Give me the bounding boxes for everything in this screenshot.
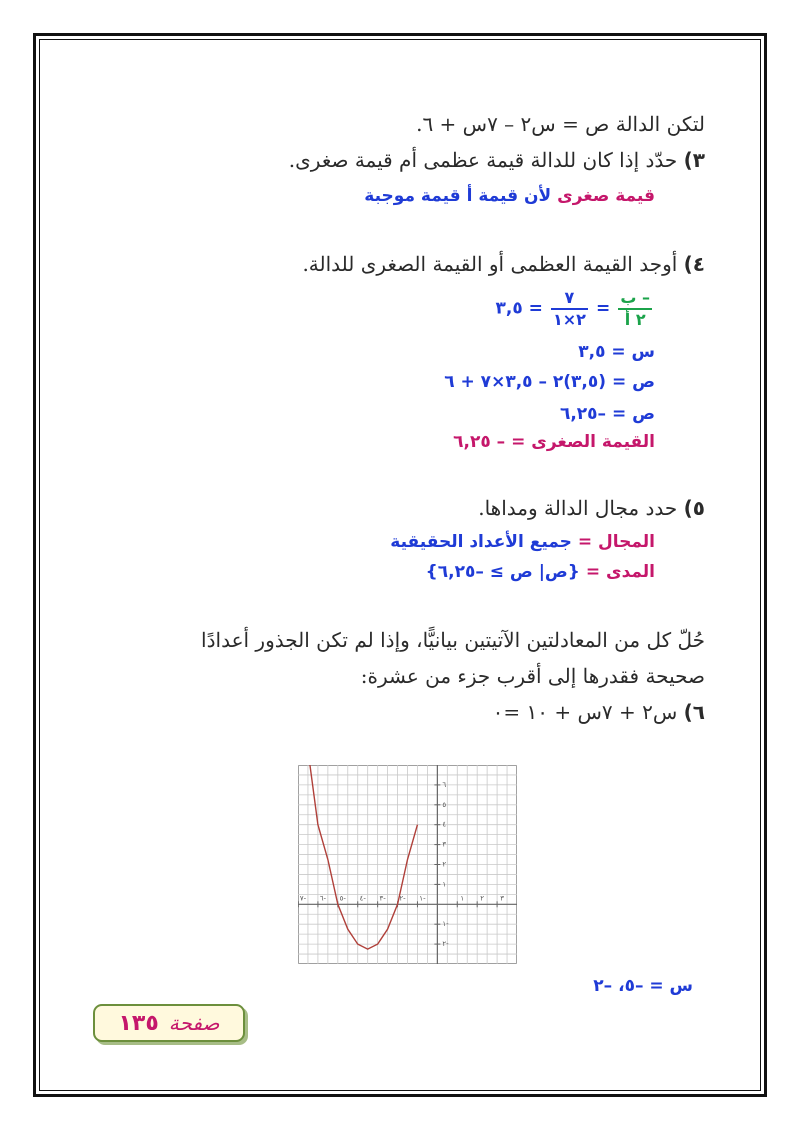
question-5 [478,496,705,520]
domain-line [390,532,655,552]
question-6-equation: س٢ + ٧س + ١٠ =٠ [492,700,678,724]
domain-value: جميع الأعداد الحقيقية [390,532,572,552]
y-tick-label: ٢ [442,860,447,869]
x-tick-label: ٥- [339,894,346,903]
step-y-value: ص = –٦,٢٥ [559,404,655,424]
x-tick-label: ٢- [399,894,406,903]
x-tick-label: ١ [460,894,465,903]
question-3-number: ٣) [683,148,705,172]
y-tick-label: ٣ [442,840,447,849]
question-4 [302,252,705,276]
intro-statement: لتكن الدالة ص = س٢ – ٧س + ٦. [416,112,705,136]
range-line [426,562,655,582]
x-tick-label: ٤- [359,894,366,903]
question-3-text: حدّد إذا كان للدالة قيمة عظمى أم قيمة صغرى. [288,148,678,172]
answer-reason: لأن قيمة أ قيمة موجبة [364,186,552,206]
page-number: ١٣٥ [118,1010,159,1036]
y-tick-label: ٦ [442,780,447,789]
y-tick-label: ٢- [442,940,449,949]
x-tick-label: ٦- [319,894,327,903]
question-6-answer: س = –٥، –٢ [593,976,693,996]
range-value: {ص| ص ≥ –٦,٢٥} [425,562,580,582]
step-y-substitution: ص = (٣,٥)٢ – ٣,٥×٧ + ٦ [444,372,655,392]
question-3-answer [364,186,655,206]
y-tick-label: ١ [442,880,447,889]
y-tick-label: ٤ [442,820,447,829]
page-number-badge [93,1004,245,1042]
instructions-line-1: حُلّ كل من المعادلتين الآتيتين بيانيًّا، وإذا لم تكن الجذور أعدادًا [201,628,705,652]
fraction-seven-over-two: $\frac{٧}{٢\times ١}$ [552,288,586,329]
question-5-number: ٥) [683,496,705,520]
question-3 [289,148,705,172]
domain-label: المجال = [577,532,655,552]
instructions-line-2: صحيحة فقدرها إلى أقرب جزء من عشرة: [360,664,705,688]
range-label: المدى = [585,562,655,582]
question-6 [493,700,705,724]
question-4-number: ٤) [683,252,705,276]
y-tick-label: ١- [442,920,449,929]
page-label: صفحة [168,1011,220,1035]
answer-min-value: قيمة صغرى [557,186,655,206]
x-tick-label: ٧- [299,894,307,903]
vertex-x-result: = ٣,٥ [495,298,543,319]
question-5-text: حدد مجال الدالة ومداها. [478,496,678,520]
x-tick-label: ٣- [379,894,386,903]
x-tick-label: ١- [419,894,426,903]
x-tick-label: ٢ [480,894,485,903]
minimum-value-result: القيمة الصغرى = – ٦,٢٥ [453,432,655,452]
question-6-number: ٦) [683,700,705,724]
y-tick-label: ٥ [442,800,447,809]
vertex-formula: $\frac{\text{– ب}}{\text{٢ أ}}$ = $\frac{٧}{٢\times ١}$ = ٣,٥ [495,288,650,329]
question-4-text: أوجد القيمة العظمى أو القيمة الصغرى للدالة. [302,252,678,276]
x-tick-label: ٣ [500,894,504,903]
step-x-value: س = ٣,٥ [578,342,655,362]
fraction-neg-b-over-2a: $\frac{\text{– ب}}{\text{٢ أ}}$ [620,288,650,329]
parabola-graph [298,765,517,964]
